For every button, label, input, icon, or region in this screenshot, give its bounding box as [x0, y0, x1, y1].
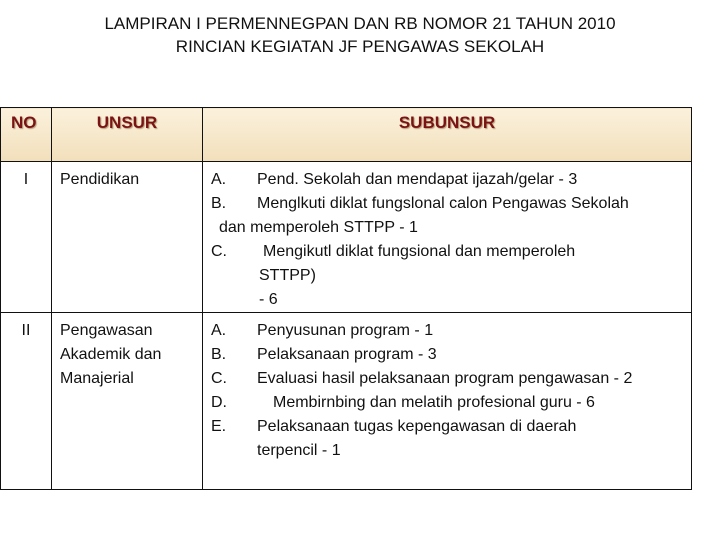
- item-letter: D.: [211, 394, 227, 411]
- list-item: [211, 415, 685, 439]
- header-subunsur: SUBUNSUR: [203, 108, 692, 162]
- list-item: [211, 391, 685, 415]
- item-letter: C.: [211, 370, 227, 387]
- item-continuation: terpencil - 1: [257, 442, 341, 459]
- item-letter: B.: [211, 346, 227, 363]
- item-letter: E.: [211, 418, 227, 435]
- item-continuation: - 6: [259, 291, 278, 308]
- cell-subunsur: [203, 313, 692, 490]
- item-letter: A.: [211, 322, 227, 339]
- header-unsur: UNSUR: [52, 108, 203, 162]
- table-row: [1, 162, 692, 313]
- cell-no: II: [1, 313, 52, 490]
- list-item: [211, 168, 685, 192]
- item-text: Mengikutl diklat fungsional dan memperoleh: [263, 243, 576, 260]
- cell-unsur: Pendidikan: [52, 162, 203, 313]
- cell-no: I: [1, 162, 52, 313]
- item-text: Menglkuti diklat fungslonal calon Pengawas Sekolah: [257, 195, 629, 212]
- list-item: [211, 343, 685, 367]
- item-continuation: dan memperoleh STTPP - 1: [219, 219, 418, 236]
- item-text: Pend. Sekolah dan mendapat ijazah/gelar - 3: [257, 171, 578, 188]
- item-text: Evaluasi hasil pelaksanaan program pengawasan - 2: [257, 370, 633, 387]
- list-item: [211, 319, 685, 343]
- item-letter: B.: [211, 195, 227, 212]
- table-row: [1, 313, 692, 490]
- table-header-row: [1, 108, 692, 162]
- item-text: Pelaksanaan program - 3: [257, 346, 437, 363]
- list-item: [211, 192, 685, 216]
- item-text: Membirnbing dan melatih profesional guru - 6: [273, 394, 595, 411]
- item-text: Pelaksanaan tugas kepengawasan di daerah: [257, 418, 577, 435]
- header-no: NO: [1, 108, 52, 162]
- document-subtitle: RINCIAN KEGIATAN JF PENGAWAS SEKOLAH: [175, 37, 545, 56]
- list-item: [211, 240, 685, 264]
- list-item: [211, 367, 685, 391]
- item-continuation: STTPP): [259, 267, 316, 284]
- cell-unsur: Pengawasan Akademik dan Manajerial: [52, 313, 203, 490]
- item-text: Penyusunan program - 1: [257, 322, 434, 339]
- kegiatan-table: [0, 107, 692, 490]
- item-letter: A.: [211, 171, 227, 188]
- document-title: LAMPIRAN I PERMENNEGPAN DAN RB NOMOR 21 TAHUN 2010: [104, 14, 616, 33]
- cell-subunsur: [203, 162, 692, 313]
- item-letter: C.: [211, 243, 227, 260]
